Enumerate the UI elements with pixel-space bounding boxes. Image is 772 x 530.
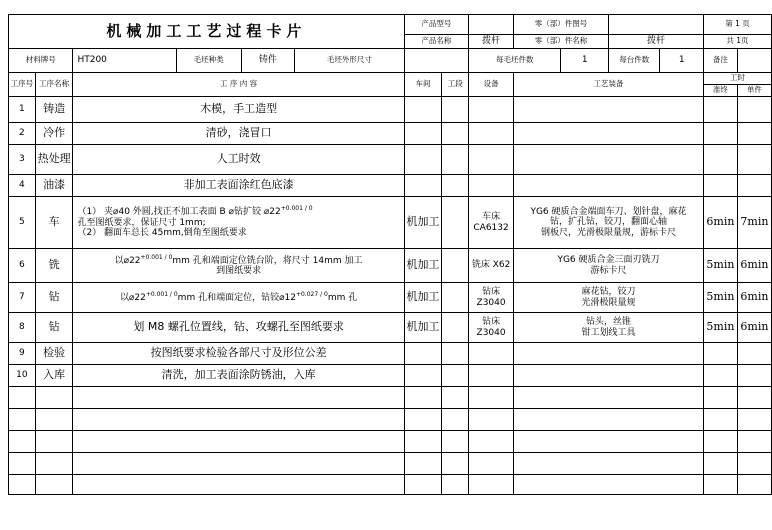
op-content-line: （2） 翻面车总长 45mm,倒角至图纸要求 (77, 228, 247, 239)
col-seq-header: 工序号 (9, 73, 36, 97)
card-title: 机械加工工艺过程卡片 (9, 15, 405, 49)
table-row (9, 409, 772, 431)
table-row (9, 249, 772, 283)
tooling-line: 钢板尺，光滑极限量规，游标卡尺 (540, 227, 676, 238)
op-equipment: 钻床 Z3040 (469, 313, 514, 343)
col-content-header: 工 序 内 容 (73, 73, 404, 97)
op-seq: 4 (9, 175, 36, 197)
op-name: 热处理 (35, 145, 73, 175)
op-seq: 8 (9, 313, 36, 343)
op-seq: 9 (9, 343, 36, 365)
op-name: 钻 (35, 283, 73, 313)
remarks-value (737, 49, 771, 73)
tooling-line: 麻花钻，铰刀 (581, 287, 636, 298)
process-card-table (8, 14, 772, 495)
op-content (73, 283, 404, 313)
op-name: 车 (35, 197, 73, 249)
op-content: 非加工表面涂红色底漆 (73, 175, 404, 197)
part-name-value: 拨杆 (609, 35, 704, 49)
op-unit-time: 6min (737, 249, 771, 283)
tooling-line: 钳工划线工具 (581, 327, 636, 338)
op-content: 人工时效 (73, 145, 404, 175)
op-content-line: 到图纸要求 (216, 266, 262, 276)
blank-dims-label: 毛坯外形尺寸 (295, 49, 405, 73)
op-content-line: 孔至图纸要求，保证尺寸 1mm; (77, 217, 206, 228)
tolerance: +0.001 / 0 (145, 290, 178, 298)
op-equipment: 钻床 Z3040 (469, 283, 514, 313)
op-content-line: mm 孔 (327, 292, 358, 303)
tolerance: +0.027 / 0 (295, 290, 328, 298)
tooling-line: 游标卡尺 (590, 265, 627, 276)
table-row (9, 475, 772, 495)
op-content-line: mm 孔和端面定位，钻铰⌀12 (177, 292, 296, 303)
pieces-per-unit-label: 每台件数 (609, 49, 660, 73)
col-op-name-header: 工序名称 (35, 73, 73, 97)
blank-dims-value (404, 49, 468, 73)
col-unit-time-header: 单件 (737, 85, 771, 97)
op-content: 划 M8 螺孔位置线，钻、攻螺孔至图纸要求 (73, 313, 404, 343)
table-row (9, 343, 772, 365)
tooling-line: 钻，扩孔钻，铰刀，翻面心轴 (549, 217, 667, 228)
op-content: 木模，手工造型 (73, 97, 404, 123)
process-card-sheet (8, 14, 772, 495)
table-row (9, 431, 772, 453)
tolerance: +0.001 / 0 (140, 253, 173, 261)
tooling-line: YG6 硬质合金三面刃铣刀 (557, 255, 660, 266)
product-model-label: 产品型号 (404, 15, 468, 35)
op-content (73, 249, 404, 283)
op-name: 钻 (35, 313, 73, 343)
col-section-header: 工段 (442, 73, 469, 97)
op-seq: 2 (9, 123, 36, 145)
part-name-label: 零（部）件名称 (514, 35, 609, 49)
tooling-line: 光滑极限量规 (581, 297, 636, 308)
table-row (9, 175, 772, 197)
op-name: 冷作 (35, 123, 73, 145)
col-tooling-header: 工艺装备 (514, 73, 704, 97)
col-equipment-header: 设备 (469, 73, 514, 97)
op-seq: 6 (9, 249, 36, 283)
material-no-label: 材料牌号 (9, 49, 73, 73)
op-content-line: mm 孔和端面定位铣台阶，将尺寸 14mm 加工 (172, 255, 363, 266)
op-content: 清砂，浇冒口 (73, 123, 404, 145)
op-workshop: 机加工 (404, 313, 442, 343)
table-row (9, 283, 772, 313)
table-row (9, 97, 772, 123)
table-row (9, 387, 772, 409)
table-row (9, 197, 772, 249)
op-seq: 1 (9, 97, 36, 123)
op-tooling (514, 283, 704, 313)
product-name-value: 拨杆 (469, 35, 514, 49)
tolerance: +0.001 / 0 (280, 205, 313, 213)
op-unit-time: 7min (737, 197, 771, 249)
product-name-label: 产品名称 (404, 35, 468, 49)
material-no-value: HT200 (73, 49, 176, 73)
op-name: 铣 (35, 249, 73, 283)
blank-type-value: 铸件 (241, 49, 294, 73)
op-unit-time: 6min (737, 313, 771, 343)
op-prep-time: 5min (703, 249, 737, 283)
op-tooling (514, 197, 704, 249)
table-row (9, 313, 772, 343)
op-content-line: （1） 夹⌀40 外圆,找正不加工表面 B ⌀钻扩铰 ⌀22 (77, 207, 281, 218)
op-tooling (514, 313, 704, 343)
pieces-per-blank-label: 每毛坯件数 (469, 49, 561, 73)
page-number: 第 1 页 (703, 15, 771, 35)
blank-type-label: 毛坯种类 (176, 49, 241, 73)
part-drawing-no-value (609, 15, 704, 35)
remarks-label: 备注 (703, 49, 737, 73)
op-seq: 5 (9, 197, 36, 249)
tooling-line: YG6 硬质合金端面车刀、划针盘，麻花 (530, 206, 687, 217)
table-row (9, 453, 772, 475)
op-content-line: 以⌀22 (119, 292, 146, 303)
part-drawing-no-label: 零（部）件图号 (514, 15, 609, 35)
op-name: 油漆 (35, 175, 73, 197)
op-unit-time: 6min (737, 283, 771, 313)
op-equipment: 铣床 X62 (469, 249, 514, 283)
op-content (73, 197, 404, 249)
op-prep-time: 5min (703, 283, 737, 313)
op-equipment: 车床 CA6132 (469, 197, 514, 249)
op-seq: 3 (9, 145, 36, 175)
op-name: 入库 (35, 365, 73, 387)
op-name: 检验 (35, 343, 73, 365)
tooling-line: 钻头，丝锥 (585, 317, 631, 328)
op-seq: 7 (9, 283, 36, 313)
op-prep-time: 6min (703, 197, 737, 249)
op-seq: 10 (9, 365, 36, 387)
col-prep-time-header: 准终 (703, 85, 737, 97)
op-content-line: 以⌀22 (114, 255, 141, 266)
pieces-per-unit-value: 1 (660, 49, 704, 73)
op-tooling (514, 249, 704, 283)
op-content: 清洗，加工表面涂防锈油，入库 (73, 365, 404, 387)
table-row (9, 145, 772, 175)
pieces-per-blank-value: 1 (561, 49, 609, 73)
op-name: 铸造 (35, 97, 73, 123)
op-workshop: 机加工 (404, 249, 442, 283)
op-prep-time: 5min (703, 313, 737, 343)
col-time-header: 工时 (703, 73, 771, 85)
op-workshop: 机加工 (404, 197, 442, 249)
table-row (9, 123, 772, 145)
op-content: 按图纸要求检验各部尺寸及形位公差 (73, 343, 404, 365)
table-row (9, 365, 772, 387)
total-pages: 共 1页 (703, 35, 771, 49)
col-workshop-header: 车间 (404, 73, 442, 97)
product-model-value (469, 15, 514, 35)
op-workshop: 机加工 (404, 283, 442, 313)
